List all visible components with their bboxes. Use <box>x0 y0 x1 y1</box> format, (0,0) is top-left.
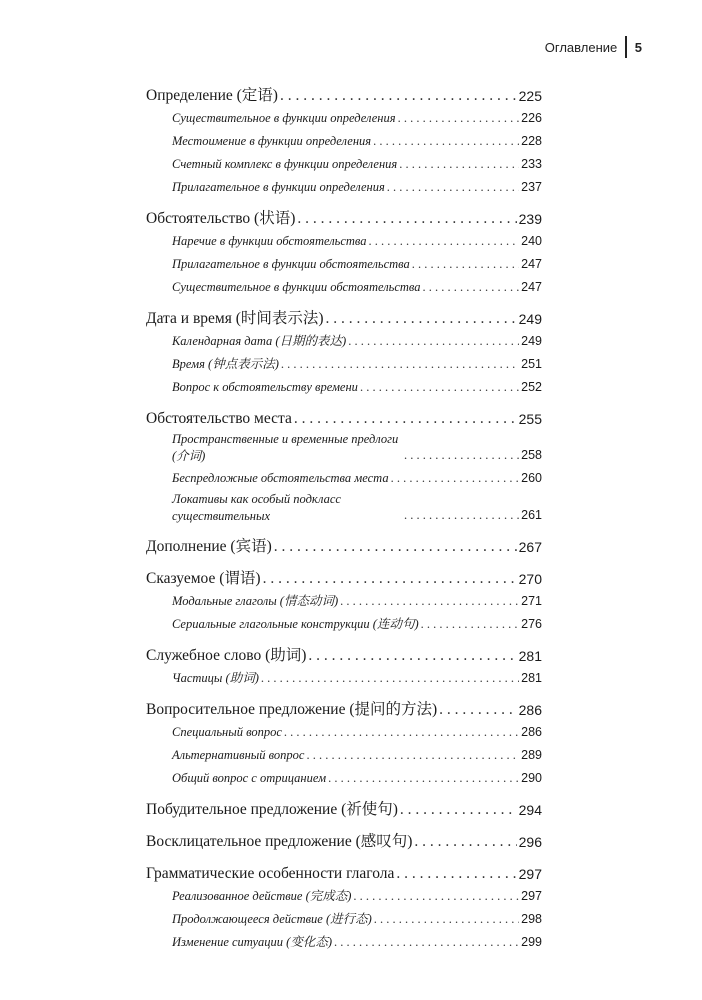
toc-entry-title: Сериальные глагольные конструкции (连动句) <box>172 617 419 631</box>
toc-entry[interactable] <box>146 205 542 229</box>
toc-entry-title: Прилагательное в функции обстоятельства <box>172 257 410 271</box>
toc-entry-page: 251 <box>521 357 542 371</box>
toc-entry-title: Календарная дата (日期的表达) <box>172 334 347 348</box>
toc-entry-title: Вопрос к обстоятельству времени <box>172 380 358 394</box>
toc-entry-title: Служебное слово (助词) <box>146 647 307 664</box>
toc-entry-title: Существительное в функции определения <box>172 111 396 125</box>
toc-entry-title: Определение (定语) <box>146 87 278 104</box>
toc-entry-title: Пространственные и временные предлоги (介词) <box>172 432 399 463</box>
toc-entry-title: Продолжающееся действие (进行态) <box>172 912 372 926</box>
toc-entry-page: 261 <box>521 508 542 522</box>
toc-entry[interactable] <box>146 796 542 820</box>
toc-entry-title: Побудительное предложение (祈使句) <box>146 801 398 818</box>
dot-leader <box>373 131 519 151</box>
toc-entry-page: 296 <box>518 834 542 850</box>
toc-subentry[interactable] <box>146 722 542 742</box>
toc-entry-page: 247 <box>521 280 542 294</box>
toc-entry-title: Обстоятельство места <box>146 410 292 427</box>
toc-entry-page: 270 <box>518 571 542 587</box>
dot-leader <box>353 886 519 906</box>
toc-subentry[interactable] <box>146 909 542 929</box>
dot-leader <box>281 354 519 374</box>
toc-entry-page: 297 <box>521 889 542 903</box>
toc-entry-title: Специальный вопрос <box>172 725 282 739</box>
toc-subentry[interactable] <box>146 177 542 197</box>
dot-leader <box>396 864 516 884</box>
toc-entry-title: Альтернативный вопрос <box>172 748 305 762</box>
dot-leader <box>360 377 519 397</box>
dot-leader <box>280 86 517 106</box>
table-of-contents <box>146 82 542 955</box>
dot-leader <box>263 569 517 589</box>
toc-entry-page: 286 <box>518 702 542 718</box>
toc-entry-page: 290 <box>521 771 542 785</box>
toc-entry-title: Местоимение в функции определения <box>172 134 372 148</box>
toc-entry-page: 240 <box>521 234 542 248</box>
toc-entry-page: 252 <box>521 380 542 394</box>
toc-entry-page: 233 <box>521 157 542 171</box>
toc-entry-page: 281 <box>521 671 542 685</box>
toc-entry[interactable] <box>146 305 542 329</box>
dot-leader <box>398 108 520 128</box>
dot-leader <box>294 409 517 429</box>
header-section-title: Оглавление <box>544 39 618 55</box>
dot-leader <box>369 231 520 251</box>
dot-leader <box>423 277 520 297</box>
toc-entry-page: 249 <box>521 334 542 348</box>
toc-subentry[interactable] <box>146 886 542 906</box>
toc-subentry[interactable] <box>146 154 542 174</box>
toc-entry-title: Грамматические особенности глагола <box>146 865 395 882</box>
toc-entry-title: Сказуемое (谓语) <box>146 570 261 587</box>
running-header <box>545 36 642 58</box>
toc-entry-title: Наречие в функции обстоятельства <box>172 234 367 248</box>
dot-leader <box>387 177 519 197</box>
toc-entry[interactable] <box>146 828 542 852</box>
dot-leader <box>274 537 517 557</box>
dot-leader <box>412 254 519 274</box>
dot-leader <box>306 745 519 765</box>
dot-leader <box>348 331 519 351</box>
dot-leader <box>308 646 516 666</box>
dot-leader <box>297 209 516 229</box>
toc-subentry[interactable] <box>146 745 542 765</box>
toc-entry-page: 299 <box>521 935 542 949</box>
toc-entry[interactable] <box>146 860 542 884</box>
toc-entry[interactable] <box>146 642 542 666</box>
toc-entry-title: Время (钟点表示法) <box>172 357 279 371</box>
toc-subentry[interactable] <box>146 431 542 465</box>
toc-entry-page: 298 <box>521 912 542 926</box>
toc-entry-page: 297 <box>518 866 542 882</box>
header-page-number: 5 <box>634 39 642 55</box>
dot-leader <box>328 768 519 788</box>
toc-subentry[interactable] <box>146 768 542 788</box>
toc-entry-title: Прилагательное в функции определения <box>172 180 385 194</box>
toc-entry-page: 237 <box>521 180 542 194</box>
toc-entry-page: 247 <box>521 257 542 271</box>
toc-entry[interactable] <box>146 82 542 106</box>
toc-entry-page: 228 <box>521 134 542 148</box>
toc-entry-page: 225 <box>518 88 542 104</box>
toc-entry-title: Реализованное действие (完成态) <box>172 889 352 903</box>
toc-entry-page: 271 <box>521 594 542 608</box>
toc-subentry[interactable] <box>146 932 542 952</box>
toc-entry[interactable] <box>146 565 542 589</box>
toc-entry-page: 294 <box>518 802 542 818</box>
toc-subentry[interactable] <box>146 468 542 488</box>
toc-subentry[interactable] <box>146 614 542 634</box>
toc-entry-page: 226 <box>521 111 542 125</box>
toc-entry-title: Общий вопрос с отрицанием <box>172 771 327 785</box>
toc-subentry[interactable] <box>146 108 542 128</box>
toc-subentry[interactable] <box>146 231 542 251</box>
dot-leader <box>261 668 519 688</box>
toc-entry-title: Существительное в функции обстоятельства <box>172 280 421 294</box>
toc-entry-title: Модальные глаголы (情态动词) <box>172 594 339 608</box>
toc-entry-page: 239 <box>518 211 542 227</box>
dot-leader <box>399 154 519 174</box>
toc-entry[interactable] <box>146 696 542 720</box>
toc-entry-title: Локативы как особый подкласс существительных <box>172 492 341 523</box>
toc-entry-page: 286 <box>521 725 542 739</box>
toc-entry-page: 258 <box>521 448 542 462</box>
dot-leader <box>284 722 519 742</box>
dot-leader <box>374 909 519 929</box>
dot-leader <box>421 614 520 634</box>
toc-entry-page: 281 <box>518 648 542 664</box>
toc-subentry[interactable] <box>146 591 542 611</box>
toc-subentry[interactable] <box>146 354 542 374</box>
dot-leader <box>404 505 519 525</box>
dot-leader <box>404 445 519 465</box>
toc-entry-page: 249 <box>518 311 542 327</box>
dot-leader <box>414 832 516 852</box>
toc-entry-page: 260 <box>521 471 542 485</box>
toc-entry-page: 289 <box>521 748 542 762</box>
dot-leader <box>340 591 519 611</box>
toc-subentry[interactable] <box>146 491 542 525</box>
dot-leader <box>326 309 517 329</box>
toc-entry-title: Частицы (助词) <box>172 671 259 685</box>
toc-subentry[interactable] <box>146 254 542 274</box>
toc-subentry[interactable] <box>146 377 542 397</box>
toc-entry-page: 267 <box>518 539 542 555</box>
header-divider <box>625 36 627 58</box>
toc-subentry[interactable] <box>146 131 542 151</box>
toc-entry-title: Восклицательное предложение (感叹句) <box>146 833 413 850</box>
toc-subentry[interactable] <box>146 668 542 688</box>
toc-entry-page: 276 <box>521 617 542 631</box>
toc-entry-title: Изменение ситуации (变化态) <box>172 935 333 949</box>
toc-entry-title: Обстоятельство (状语) <box>146 210 296 227</box>
toc-entry-title: Беспредложные обстоятельства места <box>172 471 389 485</box>
toc-subentry[interactable] <box>146 331 542 351</box>
dot-leader <box>391 468 520 488</box>
toc-entry[interactable] <box>146 533 542 557</box>
dot-leader <box>400 800 517 820</box>
toc-entry-title: Дополнение (宾语) <box>146 538 272 555</box>
toc-entry-title: Вопросительное предложение (提问的方法) <box>146 701 438 718</box>
dot-leader <box>334 932 519 952</box>
toc-entry[interactable] <box>146 405 542 429</box>
toc-entry-page: 255 <box>518 411 542 427</box>
toc-entry-title: Дата и время (时间表示法) <box>146 310 324 327</box>
dot-leader <box>439 700 516 720</box>
toc-subentry[interactable] <box>146 277 542 297</box>
toc-entry-title: Счетный комплекс в функции определения <box>172 157 398 171</box>
